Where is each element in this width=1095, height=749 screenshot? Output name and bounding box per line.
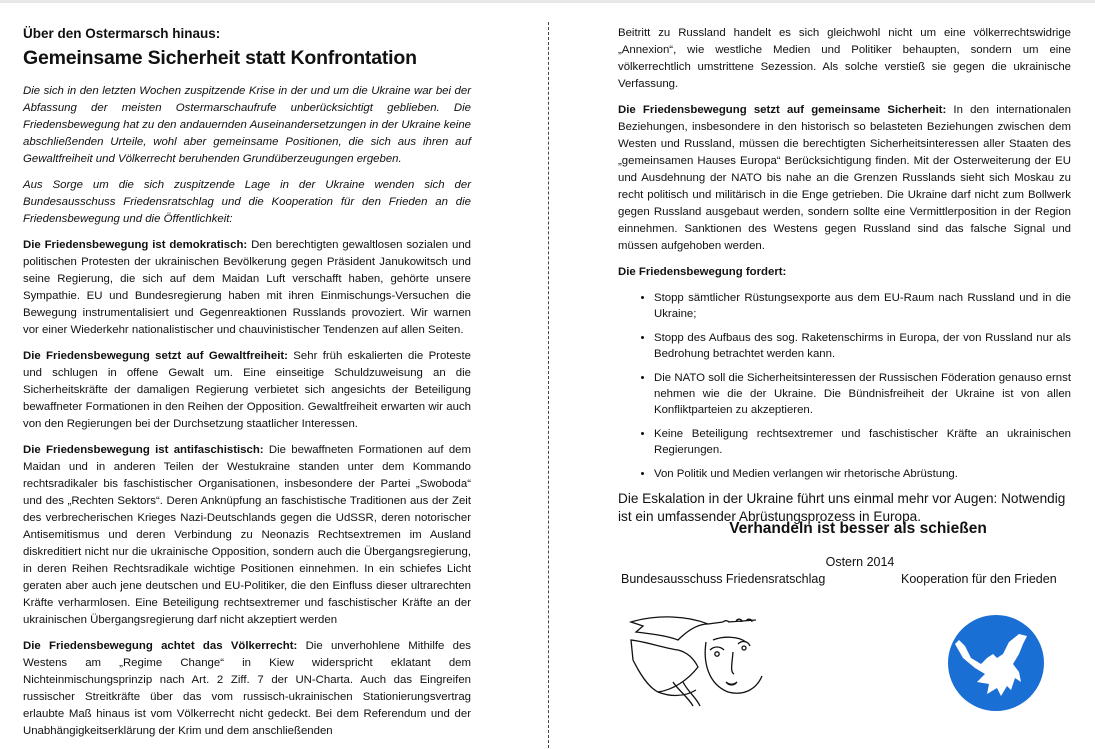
section-lead: Die Friedensbewegung ist demokratisch: (23, 239, 248, 251)
slogan: Verhandeln ist besser als schießen (729, 520, 987, 537)
right-column (618, 25, 1071, 535)
section-common-security (618, 102, 1071, 255)
section-democratic (23, 237, 471, 339)
section-lead: Die Friedensbewegung setzt auf gemeinsame Sicherheit: (618, 104, 947, 116)
section-lead: Die Friedensbewegung achtet das Völkerrecht: (23, 640, 298, 652)
section-antifascist (23, 442, 471, 629)
section-body: Sehr früh eskalierten die Proteste und schlugen in offene Gewalt um. Eine einseitige Schuldzuweisung an die Sicherheitskräfte der damaligen Regierung verbietet sich angesichts der Beteiligung bewaffneter Formationen in den Reihen der Opposition. Gewaltfreiheit erwarten wir auch von den Regierungen bei der Durchsetzung staatlicher Interessen. (23, 350, 471, 430)
picasso-dove-logo-icon (628, 612, 763, 712)
demand-item: • Keine Beteiligung rechtsextremer und faschistischer Kräfte an ukrainischen Regierungen. (654, 426, 1071, 458)
top-edge (0, 0, 1095, 3)
left-column (23, 25, 471, 749)
date-line: Ostern 2014 (825, 555, 895, 569)
continuation-paragraph: Beitritt zu Russland handelt es sich gleichwohl nicht um eine völkerrechtswidrige „Annexion“, wie westliche Medien und Politiker behaupten, sondern um eine völkerrechtlich umstrittene Sezession. Als solche verstieß sie gegen die ukrainische Verfassung. (618, 27, 1071, 90)
section-lead: Die Friedensbewegung ist antifaschistisch: (23, 444, 264, 456)
column-divider (548, 22, 549, 748)
intro-paragraph: Aus Sorge um die sich zuspitzende Lage in der Ukraine wenden sich der Bundesausschuss Friedensratschlag und die Kooperation für den Frieden an die Friedensbewegung und die Öffentlichkeit: (23, 179, 471, 225)
demands-list (618, 290, 1071, 482)
org-kooperation: Kooperation für den Frieden (901, 572, 1057, 586)
demand-item: • Stopp sämtlicher Rüstungsexporte aus dem EU-Raum nach Russland und in die Ukraine; (654, 290, 1071, 322)
org-friedensratschlag: Bundesausschuss Friedensratschlag (621, 572, 826, 586)
white-dove-blue-circle-logo-icon (947, 614, 1045, 717)
section-body: Den berechtigten gewaltlosen sozialen und politischen Protesten der ukrainischen Bevölkerung gegen Präsident Janukowitsch und seine Regierung, die sich auf dem Maidan Luft verschafft haben, gehörte unsere Sympathie. EU und Bundesregierung haben mit ihren Einmischungs-Versuchen die Bewegung instrumentalisiert und Gegenreaktionen Russlands provoziert. Wir warnen vor einer Wiederkehr nationalistischer und chauvinistischer Tendenzen auf allen Seiten. (23, 239, 471, 336)
section-body: In den internationalen Beziehungen, insbesondere in den historisch so belasteten Beziehungen zwischen dem Westen und Russland, müssen die berechtigten Sicherheitsinteressen aller Staaten des „gemeinsamen Hauses Europa“ Berücksichtigung finden. Mit der Osterweiterung der EU und Ausdehnung der NATO bis nahe an die Grenzen Russlands sieht sich Moskau zu recht politisch und militärisch in die Enge getrieben. Die Ukraine darf nicht zum Bollwerk gegen Russland ausgebaut werden, sondern sollte eine Vermittlerposition in der Region einnehmen. Sanktionen des Westens gegen Russland sind das falsche Signal und müssen aufgehoben werden. (618, 104, 1071, 252)
section-international-law (23, 638, 471, 740)
demand-item: • Von Politik und Medien verlangen wir rhetorische Abrüstung. (654, 466, 1071, 482)
demand-item: • Die NATO soll die Sicherheitsinteressen der Russischen Föderation genauso ernst nehmen wie die der Ukraine. Die Bündnisfreiheit der Ukraine ist von allen Konfliktparteien zu akzeptieren. (654, 370, 1071, 418)
section-body: Die bewaffneten Formationen auf dem Maidan und in anderen Teilen der Westukraine standen unter dem Kommando rechtsradikaler bis faschistischer Organisationen, insbesondere der Partei „Swoboda“ und des „Rechten Sektors“. Deren Anknüpfung an faschistische Traditionen aus der Zeit des verbrecherischen Krieges Nazi-Deutschlands gegen die UdSSR, deren notorischer Antisemitismus und deren Verbindung zu Neonazis Rechtsextremen im Ausland diskreditiert nicht nur die ukrainische Opposition, sondern auch die Übergangsregierung, in deren Reihen Rechtsradikale wichtige Positionen einnehmen. In ein schiefes Licht geraten aber auch jene deutschen und EU-Politiker, die den Einfluss dieser ultrarechten Kräfte verharmlosen. Eine Beteiligung rechtsextremer und faschistischer Kräfte an der ukrainischen Übergangsregierung darf nicht akzeptiert werden (23, 444, 471, 626)
section-lead: Die Friedensbewegung setzt auf Gewaltfreiheit: (23, 350, 288, 362)
demands-heading (618, 264, 1071, 281)
closing-statement: Die Eskalation in der Ukraine führt uns einmal mehr vor Augen: Notwendig ist ein umfassender Abrüstungsprozess in Europa. (618, 491, 1066, 524)
intro-paragraph: Die sich in den letzten Wochen zuspitzende Krise in der und um die Ukraine war bei der Abfassung der meisten Ostermarschaufrufe unberücksichtigt geblieben. Die Friedensbewegung hat zu den andauernden Auseinandersetzungen in der Ukraine keine abschließenden Urteile, wohl aber gemeinsame Positionen, die sich aus ihren auf Gewaltfreiheit und Völkerrecht beruhenden Grundüberzeugungen ergeben. (23, 85, 471, 165)
demands-heading-text: Die Friedensbewegung fordert: (618, 266, 787, 278)
kicker: Über den Ostermarsch hinaus: (23, 26, 221, 41)
section-body: Die unverhohlene Mithilfe des Westens am „Regime Change“ in Kiew widerspricht eklatant dem Nichteinmischungsprinzip nach Art. 2 Ziff. 7 der UN-Charta. Auch das Eingreifen russischer Streitkräfte über das vom russisch-ukrainischen Stationierungsvertrag erlaubte Maß hinaus ist vom Völkerrecht nicht gedeckt. Bei dem Referendum und der Unabhängigkeitserklärung der Krim und dem anschließenden (23, 640, 471, 737)
demand-item: • Stopp des Aufbaus des sog. Raketenschirms in Europa, der von Russland nur als Bedrohung betrachtet werden kann. (654, 330, 1071, 362)
page-title: Gemeinsame Sicherheit statt Konfrontation (23, 47, 417, 69)
section-nonviolence (23, 348, 471, 433)
